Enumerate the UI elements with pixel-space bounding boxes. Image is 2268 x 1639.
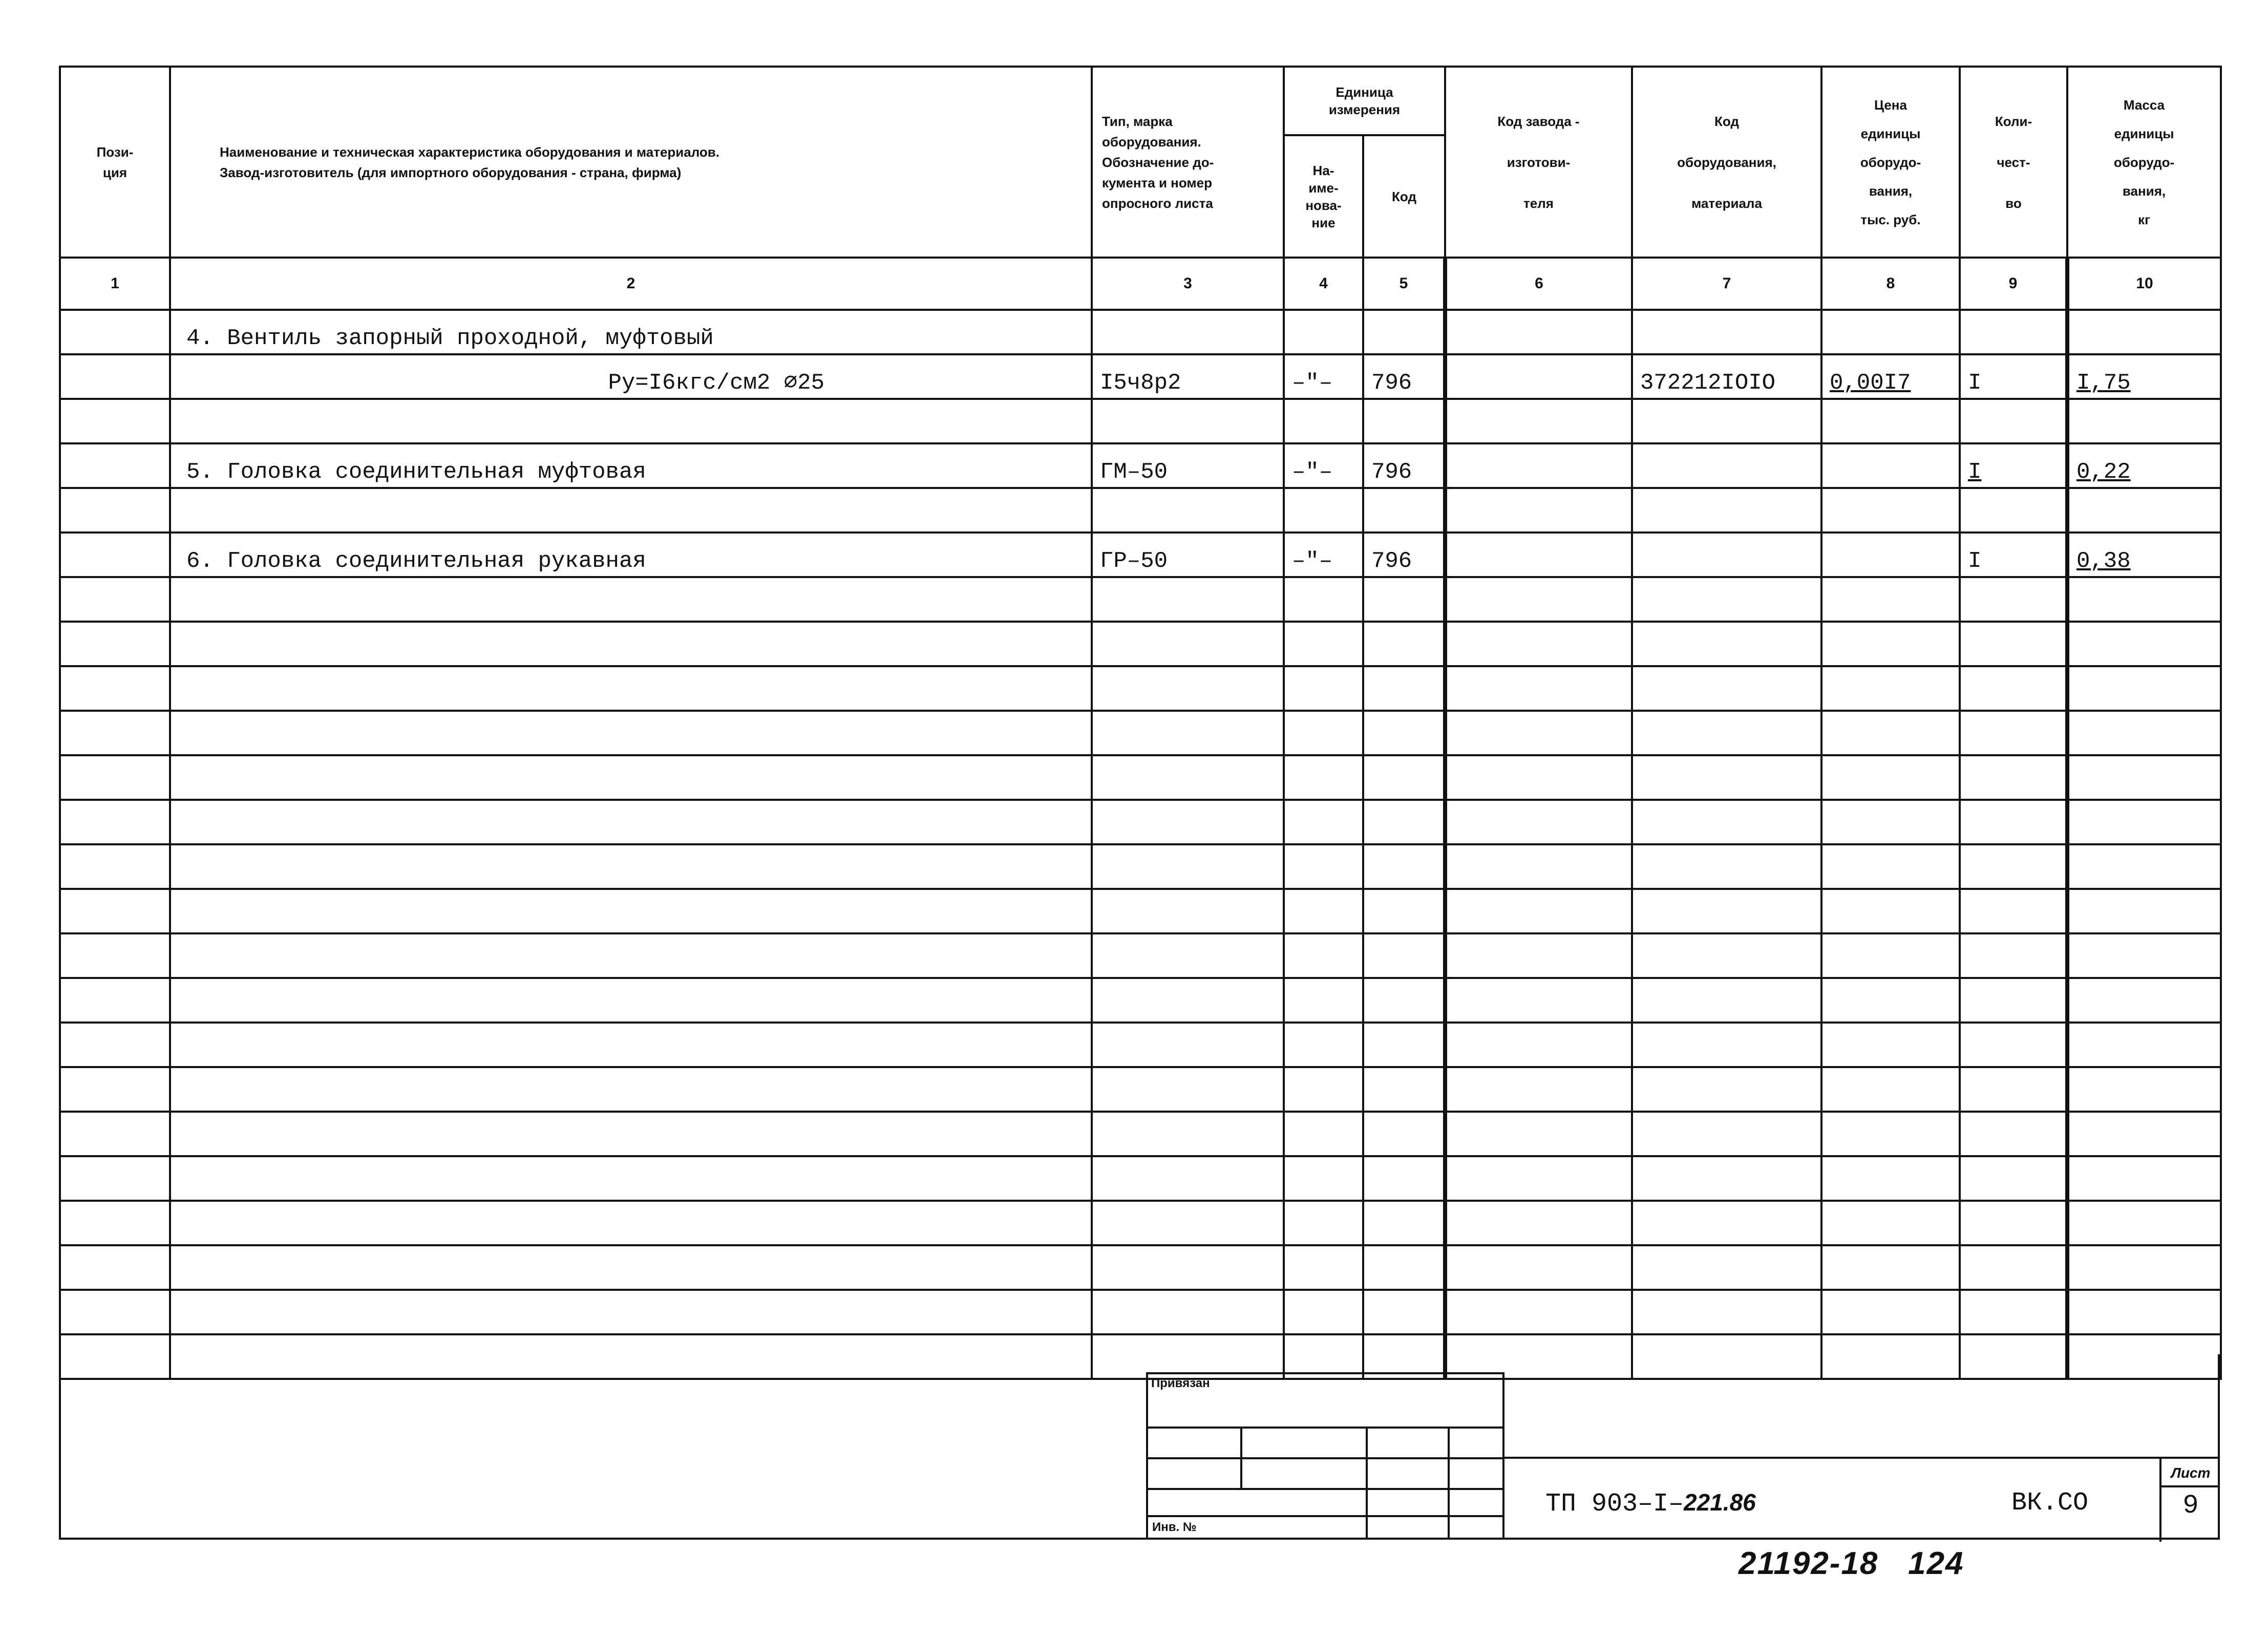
cell-position <box>60 488 170 533</box>
table-row-empty <box>60 577 2221 622</box>
table-cell-empty <box>1821 666 1960 711</box>
table-cell-empty <box>1284 1290 1363 1334</box>
table-cell-empty <box>1284 1245 1363 1290</box>
cell-price <box>1821 488 1960 533</box>
table-cell-empty <box>1632 844 1821 889</box>
cell-quantity: І <box>1960 533 2067 577</box>
sheet-label: Лист <box>2161 1461 2220 1487</box>
table-cell-empty <box>1092 622 1284 666</box>
table-cell-empty <box>1363 1290 1445 1334</box>
table-cell-empty <box>2067 1067 2221 1112</box>
table-cell-empty <box>170 1245 1092 1290</box>
table-cell-empty <box>1284 978 1363 1023</box>
table-cell-empty <box>1821 577 1960 622</box>
column-number: 6 <box>1445 258 1632 310</box>
table-cell-empty <box>2067 1156 2221 1201</box>
cell-type <box>1092 310 1284 354</box>
table-cell-empty <box>2067 577 2221 622</box>
cell-type: ГР–50 <box>1092 533 1284 577</box>
cell-equipment-code <box>1632 533 1821 577</box>
column-number: 2 <box>170 258 1092 310</box>
table-cell-empty <box>2067 622 2221 666</box>
table-row-empty <box>60 666 2221 711</box>
table-cell-empty <box>60 1023 170 1067</box>
table-cell-empty <box>60 933 170 978</box>
document-code <box>1545 1488 1756 1519</box>
header-position: Пози- ция <box>60 67 170 258</box>
table-cell-empty <box>1632 1067 1821 1112</box>
table-cell-empty <box>2067 800 2221 844</box>
table-row-empty <box>60 978 2221 1023</box>
cell-type: ГМ–50 <box>1092 443 1284 488</box>
table-cell-empty <box>1284 711 1363 755</box>
cell-quantity <box>1960 399 2067 443</box>
cell-price <box>1821 443 1960 488</box>
header-price: Цена единицы оборудо- вания, тыс. руб. <box>1821 67 1960 258</box>
table-cell-empty <box>1284 1156 1363 1201</box>
header-equipment-code: Код оборудования, материала <box>1632 67 1821 258</box>
stamp-divider <box>1448 1427 1450 1538</box>
cell-unit-code: 796 <box>1363 533 1445 577</box>
table-cell-empty <box>1092 577 1284 622</box>
sheet-number: 9 <box>2182 1491 2199 1521</box>
cell-unit-code <box>1363 310 1445 354</box>
table-row-empty <box>60 1067 2221 1112</box>
table-cell-empty <box>1632 978 1821 1023</box>
table-cell-empty <box>60 1290 170 1334</box>
table-cell-empty <box>1445 1112 1632 1156</box>
table-cell-empty <box>170 577 1092 622</box>
table-row-empty <box>60 889 2221 933</box>
table-row-empty <box>60 1290 2221 1334</box>
cell-price <box>1821 399 1960 443</box>
table-cell-empty <box>1632 800 1821 844</box>
table-cell-empty <box>1632 1290 1821 1334</box>
table-cell-empty <box>1363 978 1445 1023</box>
table-cell-empty <box>1632 1245 1821 1290</box>
cell-manufacturer-code <box>1445 488 1632 533</box>
table-cell-empty <box>170 711 1092 755</box>
cell-equipment-code <box>1632 443 1821 488</box>
document-code-prefix: ТП 903–І– <box>1545 1489 1684 1519</box>
column-number: 9 <box>1960 258 2067 310</box>
table-cell-empty <box>1363 1201 1445 1245</box>
table-cell-empty <box>1445 755 1632 800</box>
stamp-divider <box>1240 1427 1242 1488</box>
table-cell-empty <box>1363 577 1445 622</box>
table-cell-empty <box>1092 666 1284 711</box>
table-cell-empty <box>1821 755 1960 800</box>
table-cell-empty <box>1445 889 1632 933</box>
table-cell-empty <box>2067 1290 2221 1334</box>
table-cell-empty <box>60 1156 170 1201</box>
table-cell-empty <box>1960 711 2067 755</box>
cell-equipment-code <box>1632 399 1821 443</box>
section-code: ВК.СО <box>2011 1488 2089 1518</box>
table-cell-empty <box>170 1112 1092 1156</box>
table-cell-empty <box>60 889 170 933</box>
table-cell-empty <box>60 978 170 1023</box>
cell-unit: –"– <box>1284 533 1363 577</box>
cell-type <box>1092 399 1284 443</box>
table-cell-empty <box>1632 1112 1821 1156</box>
column-number: 8 <box>1821 258 1960 310</box>
cell-unit <box>1284 310 1363 354</box>
table-cell-empty <box>1632 889 1821 933</box>
table-cell-empty <box>1821 1156 1960 1201</box>
header-name-line2: Завод-изготовитель (для импортного оборудования - страна, фирма) <box>220 164 682 180</box>
table-cell-empty <box>1960 1023 2067 1067</box>
column-number: 3 <box>1092 258 1284 310</box>
table-cell-empty <box>2067 844 2221 889</box>
table-cell-empty <box>1821 844 1960 889</box>
table-cell-empty <box>1363 1023 1445 1067</box>
table-cell-empty <box>1363 755 1445 800</box>
table-cell-empty <box>170 1201 1092 1245</box>
table-cell-empty <box>1821 889 1960 933</box>
table-cell-empty <box>60 1245 170 1290</box>
table-cell-empty <box>170 1023 1092 1067</box>
table-cell-empty <box>1960 933 2067 978</box>
table-cell-empty <box>60 1112 170 1156</box>
table-cell-empty <box>1445 978 1632 1023</box>
table-cell-empty <box>2067 666 2221 711</box>
table-cell-empty <box>1092 1290 1284 1334</box>
table-cell-empty <box>1284 666 1363 711</box>
table-cell-empty <box>1821 1112 1960 1156</box>
table-cell-empty <box>1092 1067 1284 1112</box>
table-row-empty <box>60 622 2221 666</box>
cell-manufacturer-code <box>1445 310 1632 354</box>
table-cell-empty <box>170 1156 1092 1201</box>
table-cell-empty <box>1960 1156 2067 1201</box>
cell-equipment-code: 372212ІОІО <box>1632 354 1821 399</box>
table-cell-empty <box>1960 844 2067 889</box>
table-cell-empty <box>1363 1112 1445 1156</box>
cell-position <box>60 310 170 354</box>
cell-position <box>60 533 170 577</box>
table-cell-empty <box>1632 666 1821 711</box>
table-cell-empty <box>170 755 1092 800</box>
table-cell-empty <box>170 800 1092 844</box>
cell-type: І5ч8р2 <box>1092 354 1284 399</box>
cell-quantity <box>1960 488 2067 533</box>
table-cell-empty <box>1821 1067 1960 1112</box>
table-cell-empty <box>1960 1245 2067 1290</box>
table-cell-empty <box>1284 800 1363 844</box>
cell-unit-code: 796 <box>1363 443 1445 488</box>
header-manufacturer-code: Код завода - изготови- теля <box>1445 67 1632 258</box>
cell-unit-code <box>1363 488 1445 533</box>
table-cell-empty <box>1632 1156 1821 1201</box>
cell-unit: –"– <box>1284 354 1363 399</box>
table-cell-empty <box>60 800 170 844</box>
table-cell-empty <box>1284 889 1363 933</box>
table-cell-empty <box>1445 1245 1632 1290</box>
table-row <box>60 399 2221 443</box>
table-cell-empty <box>1092 844 1284 889</box>
table-cell-empty <box>1445 1290 1632 1334</box>
table-row <box>60 443 2221 488</box>
table-cell-empty <box>1821 1245 1960 1290</box>
table-cell-empty <box>1960 577 2067 622</box>
table-row-empty <box>60 755 2221 800</box>
table-cell-empty <box>1821 1201 1960 1245</box>
table-row-empty <box>60 1023 2221 1067</box>
table-cell-empty <box>1445 844 1632 889</box>
table-cell-empty <box>1284 844 1363 889</box>
table-cell-empty <box>1284 1023 1363 1067</box>
table-cell-empty <box>1821 1023 1960 1067</box>
table-cell-empty <box>1821 933 1960 978</box>
table-row-empty <box>60 933 2221 978</box>
cell-name: Ру=І6кгс/см2 ∅25 <box>170 354 1092 399</box>
table-cell-empty <box>1363 800 1445 844</box>
table-cell-empty <box>1960 1067 2067 1112</box>
table-cell-empty <box>1363 1156 1445 1201</box>
table-cell-empty <box>1445 711 1632 755</box>
table-cell-empty <box>1284 1112 1363 1156</box>
table-row-empty <box>60 800 2221 844</box>
table-cell-empty <box>60 711 170 755</box>
table-cell-empty <box>1960 755 2067 800</box>
table-cell-empty <box>60 1201 170 1245</box>
cell-equipment-code <box>1632 488 1821 533</box>
header-unit: Единица измерения <box>1284 67 1445 135</box>
cell-manufacturer-code <box>1445 399 1632 443</box>
cell-position <box>60 354 170 399</box>
table-cell-empty <box>1363 622 1445 666</box>
table-cell-empty <box>1960 1112 2067 1156</box>
column-number: 7 <box>1632 258 1821 310</box>
cell-mass: 0,22 <box>2067 443 2221 488</box>
cell-manufacturer-code <box>1445 354 1632 399</box>
header-quantity: Коли- чест- во <box>1960 67 2067 258</box>
table-cell-empty <box>2067 755 2221 800</box>
cell-manufacturer-code <box>1445 443 1632 488</box>
cell-name <box>170 399 1092 443</box>
table-row <box>60 310 2221 354</box>
table-cell-empty <box>1445 1156 1632 1201</box>
table-cell-empty <box>1284 933 1363 978</box>
table-cell-empty <box>1445 666 1632 711</box>
table-row-empty <box>60 711 2221 755</box>
table-cell-empty <box>170 1067 1092 1112</box>
cell-quantity <box>1960 310 2067 354</box>
cell-name <box>170 488 1092 533</box>
cell-quantity: І <box>1960 354 2067 399</box>
table-cell-empty <box>60 844 170 889</box>
table-cell-empty <box>1092 889 1284 933</box>
table-cell-empty <box>170 889 1092 933</box>
attachment-stamp <box>1146 1372 1504 1540</box>
table-cell-empty <box>170 1290 1092 1334</box>
table-cell-empty <box>1632 755 1821 800</box>
cell-name: 5. Головка соединительная муфтовая <box>170 443 1092 488</box>
table-cell-empty <box>1445 800 1632 844</box>
document-code-handwritten: 221.86 <box>1684 1489 1756 1516</box>
cell-unit-code: 796 <box>1363 354 1445 399</box>
table-cell-empty <box>1092 1112 1284 1156</box>
cell-unit <box>1284 399 1363 443</box>
table-cell-empty <box>60 622 170 666</box>
table-cell-empty <box>1960 889 2067 933</box>
table-cell-empty <box>1363 711 1445 755</box>
table-cell-empty <box>2067 1245 2221 1290</box>
table-cell-empty <box>1092 1201 1284 1245</box>
table-cell-empty <box>2067 933 2221 978</box>
cell-price: 0,00І7 <box>1821 354 1960 399</box>
cell-type <box>1092 488 1284 533</box>
table-cell-empty <box>1092 800 1284 844</box>
table-cell-empty <box>1632 711 1821 755</box>
table-cell-empty <box>170 933 1092 978</box>
table-cell-empty <box>1363 666 1445 711</box>
cell-position <box>60 399 170 443</box>
table-cell-empty <box>1363 1245 1445 1290</box>
table-cell-empty <box>1284 622 1363 666</box>
header-name-line1: Наименование и техническая характеристика оборудования и материалов. <box>220 144 720 160</box>
table-row <box>60 488 2221 533</box>
table-row <box>60 354 2221 399</box>
table-cell-empty <box>1960 1201 2067 1245</box>
header-unit-code: Код <box>1363 135 1445 258</box>
table-cell-empty <box>1632 933 1821 978</box>
table-cell-empty <box>1092 1156 1284 1201</box>
cell-manufacturer-code <box>1445 533 1632 577</box>
cell-mass <box>2067 488 2221 533</box>
table-cell-empty <box>1632 1201 1821 1245</box>
stamp-divider <box>1366 1427 1368 1538</box>
table-cell-empty <box>2067 889 2221 933</box>
table-cell-empty <box>1092 1023 1284 1067</box>
table-cell-empty <box>1445 933 1632 978</box>
cell-equipment-code <box>1632 310 1821 354</box>
table-cell-empty <box>1092 933 1284 978</box>
table-cell-empty <box>1821 711 1960 755</box>
table-cell-empty <box>2067 1023 2221 1067</box>
table-cell-empty <box>2067 1112 2221 1156</box>
column-number: 5 <box>1363 258 1445 310</box>
column-number: 1 <box>60 258 170 310</box>
table-cell-empty <box>1632 577 1821 622</box>
attached-label: Привязан <box>1151 1376 1210 1390</box>
cell-price <box>1821 310 1960 354</box>
table-cell-empty <box>1821 1290 1960 1334</box>
column-number: 4 <box>1284 258 1363 310</box>
table-cell-empty <box>170 844 1092 889</box>
table-cell-empty <box>1363 933 1445 978</box>
inventory-label: Инв. № <box>1152 1520 1197 1534</box>
table-cell-empty <box>1821 622 1960 666</box>
cell-unit-code <box>1363 399 1445 443</box>
table-cell-empty <box>1092 711 1284 755</box>
table-cell-empty <box>1960 978 2067 1023</box>
header-mass: Масса единицы оборудо- вания, кг <box>2067 67 2221 258</box>
table-cell-empty <box>60 755 170 800</box>
table-cell-empty <box>1363 889 1445 933</box>
table-row-empty <box>60 1112 2221 1156</box>
table-cell-empty <box>170 666 1092 711</box>
table-cell-empty <box>2067 978 2221 1023</box>
table-cell-empty <box>1445 1067 1632 1112</box>
table-cell-empty <box>170 978 1092 1023</box>
table-cell-empty <box>1284 755 1363 800</box>
cell-mass: І,75 <box>2067 354 2221 399</box>
table-cell-empty <box>60 1067 170 1112</box>
table-cell-empty <box>1960 622 2067 666</box>
table-cell-empty <box>1092 755 1284 800</box>
table-cell-empty <box>1632 622 1821 666</box>
table-cell-empty <box>1445 1023 1632 1067</box>
table-cell-empty <box>1363 844 1445 889</box>
cell-quantity: І <box>1960 443 2067 488</box>
table-row-empty <box>60 844 2221 889</box>
table-cell-empty <box>1092 978 1284 1023</box>
table-cell-empty <box>2067 1201 2221 1245</box>
table-cell-empty <box>1632 1023 1821 1067</box>
table-cell-empty <box>170 622 1092 666</box>
table-cell-empty <box>60 577 170 622</box>
table-row <box>60 533 2221 577</box>
header-unit-name: На- име- нова- ние <box>1284 135 1363 258</box>
table-cell-empty <box>2067 711 2221 755</box>
table-cell-empty <box>1445 1201 1632 1245</box>
cell-mass <box>2067 310 2221 354</box>
table-cell-empty <box>1960 1290 2067 1334</box>
table-row-empty <box>60 1201 2221 1245</box>
table-cell-empty <box>1445 577 1632 622</box>
cell-name: 6. Головка соединительная рукавная <box>170 533 1092 577</box>
table-cell-empty <box>1092 1245 1284 1290</box>
table-cell-empty <box>1960 800 2067 844</box>
table-cell-empty <box>1821 978 1960 1023</box>
column-number: 10 <box>2067 258 2221 310</box>
header-type: Тип, марка оборудования. Обозначение до- кумента и номер опросного листа <box>1092 67 1284 258</box>
cell-position <box>60 443 170 488</box>
archive-number: 21192-18 124 <box>1739 1546 1964 1581</box>
cell-mass: 0,38 <box>2067 533 2221 577</box>
table-cell-empty <box>1445 622 1632 666</box>
cell-name: 4. Вентиль запорный проходной, муфтовый <box>170 310 1092 354</box>
equipment-specification-table <box>59 66 2222 1380</box>
table-row-empty <box>60 1156 2221 1201</box>
cell-price <box>1821 533 1960 577</box>
cell-mass <box>2067 399 2221 443</box>
column-number-row <box>60 258 2221 310</box>
table-cell-empty <box>1960 666 2067 711</box>
sheet-number-box <box>2159 1459 2220 1542</box>
table-cell-empty <box>1363 1067 1445 1112</box>
cell-unit <box>1284 488 1363 533</box>
cell-unit: –"– <box>1284 443 1363 488</box>
table-cell-empty <box>1284 1067 1363 1112</box>
table-row-empty <box>60 1245 2221 1290</box>
header-name <box>170 67 1092 258</box>
table-cell-empty <box>60 666 170 711</box>
document-code-box <box>1504 1457 2220 1540</box>
table-cell-empty <box>1284 577 1363 622</box>
table-cell-empty <box>1284 1201 1363 1245</box>
table-cell-empty <box>1821 800 1960 844</box>
